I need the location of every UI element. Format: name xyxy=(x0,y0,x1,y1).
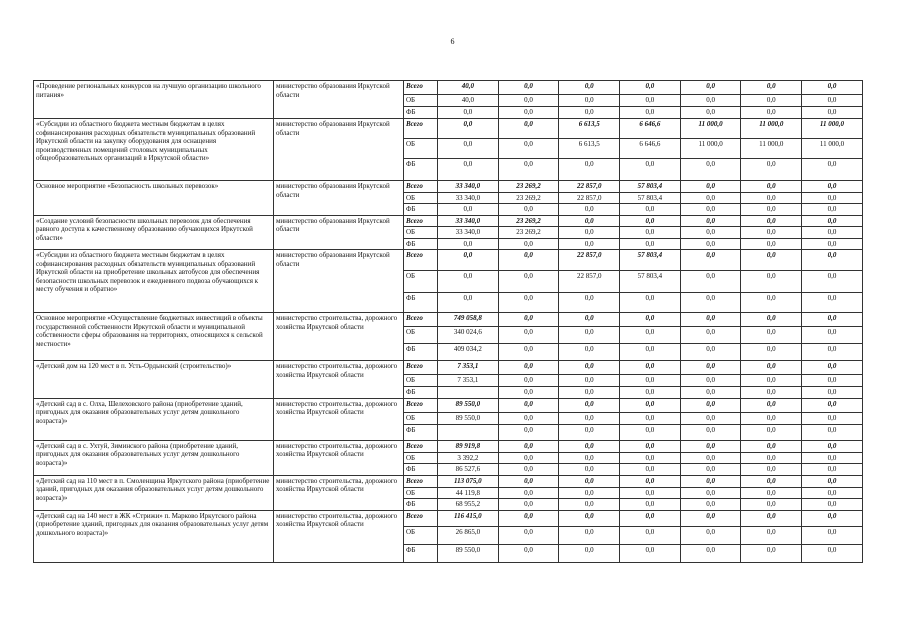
amount-cell: 0,0 xyxy=(802,440,863,452)
amount-cell: 0,0 xyxy=(498,327,559,344)
executor-cell: министерство строительства, дорожного хозяйства Иркутской области xyxy=(274,510,404,562)
amount-cell: 33 340,0 xyxy=(438,215,499,227)
executor-cell: министерство образования Иркутской области xyxy=(274,250,404,313)
amount-cell: 0,0 xyxy=(741,271,802,293)
amount-cell: 0,0 xyxy=(438,204,499,216)
amount-cell: 0,0 xyxy=(438,119,499,139)
amount-cell: 0,0 xyxy=(438,139,499,159)
amount-cell xyxy=(438,387,499,399)
amount-cell: 86 527,6 xyxy=(438,464,499,476)
amount-cell: 0,0 xyxy=(559,440,620,452)
amount-cell: 0,0 xyxy=(498,159,559,181)
amount-cell: 0,0 xyxy=(498,526,559,544)
amount-cell: 0,0 xyxy=(498,119,559,139)
amount-cell: 0,0 xyxy=(498,107,559,119)
amount-cell: 0,0 xyxy=(438,107,499,119)
amount-cell: 6 613,5 xyxy=(559,139,620,159)
amount-cell: 0,0 xyxy=(741,344,802,361)
funding-source-cell: ФБ xyxy=(404,238,438,250)
amount-cell: 0,0 xyxy=(438,271,499,293)
amount-cell: 0,0 xyxy=(802,238,863,250)
amount-cell: 409 034,2 xyxy=(438,344,499,361)
funding-source-cell: ОБ xyxy=(404,375,438,387)
amount-cell: 0,0 xyxy=(802,510,863,526)
amount-cell: 26 865,0 xyxy=(438,526,499,544)
funding-source-cell: Всего xyxy=(404,440,438,452)
amount-cell: 0,0 xyxy=(559,361,620,375)
amount-cell: 0,0 xyxy=(802,313,863,327)
amount-cell: 0,0 xyxy=(620,475,681,487)
amount-cell: 0,0 xyxy=(741,487,802,499)
amount-cell: 0,0 xyxy=(741,464,802,476)
amount-cell: 57 803,4 xyxy=(620,250,681,271)
amount-cell: 0,0 xyxy=(680,159,741,181)
amount-cell: 0,0 xyxy=(802,544,863,562)
funding-source-cell: ФБ xyxy=(404,204,438,216)
funding-source-cell: Всего xyxy=(404,361,438,375)
amount-cell: 0,0 xyxy=(802,181,863,193)
amount-cell: 0,0 xyxy=(741,424,802,440)
amount-cell: 6 613,5 xyxy=(559,119,620,139)
amount-cell: 0,0 xyxy=(559,204,620,216)
amount-cell: 0,0 xyxy=(498,412,559,424)
amount-cell: 11 000,0 xyxy=(802,119,863,139)
amount-cell: 0,0 xyxy=(680,412,741,424)
amount-cell: 0,0 xyxy=(680,526,741,544)
executor-cell: министерство образования Иркутской области xyxy=(274,215,404,250)
amount-cell: 0,0 xyxy=(741,81,802,95)
amount-cell: 0,0 xyxy=(498,424,559,440)
table-row xyxy=(34,181,863,193)
amount-cell: 3 392,2 xyxy=(438,452,499,464)
amount-cell: 0,0 xyxy=(559,387,620,399)
funding-source-cell: Всего xyxy=(404,181,438,193)
amount-cell: 0,0 xyxy=(559,375,620,387)
amount-cell: 0,0 xyxy=(498,544,559,562)
amount-cell: 113 075,0 xyxy=(438,475,499,487)
funding-source-cell: Всего xyxy=(404,313,438,327)
amount-cell: 0,0 xyxy=(680,544,741,562)
amount-cell: 0,0 xyxy=(680,344,741,361)
amount-cell: 0,0 xyxy=(620,440,681,452)
amount-cell: 0,0 xyxy=(559,452,620,464)
amount-cell: 0,0 xyxy=(802,361,863,375)
amount-cell: 0,0 xyxy=(559,544,620,562)
amount-cell: 0,0 xyxy=(559,227,620,239)
amount-cell: 0,0 xyxy=(741,192,802,204)
amount-cell: 0,0 xyxy=(680,293,741,313)
amount-cell: 0,0 xyxy=(802,250,863,271)
funding-source-cell: ОБ xyxy=(404,412,438,424)
amount-cell: 0,0 xyxy=(559,475,620,487)
amount-cell: 0,0 xyxy=(680,487,741,499)
funding-source-cell: ФБ xyxy=(404,464,438,476)
executor-cell: министерство строительства, дорожного хозяйства Иркутской области xyxy=(274,398,404,440)
funding-source-cell: Всего xyxy=(404,81,438,95)
amount-cell: 0,0 xyxy=(802,344,863,361)
amount-cell: 0,0 xyxy=(620,107,681,119)
amount-cell: 0,0 xyxy=(498,139,559,159)
amount-cell: 0,0 xyxy=(620,452,681,464)
amount-cell: 57 803,4 xyxy=(620,271,681,293)
funding-source-cell: ФБ xyxy=(404,344,438,361)
amount-cell: 0,0 xyxy=(620,227,681,239)
amount-cell: 0,0 xyxy=(802,215,863,227)
amount-cell: 0,0 xyxy=(741,398,802,412)
amount-cell: 0,0 xyxy=(802,107,863,119)
funding-source-cell: ОБ xyxy=(404,271,438,293)
amount-cell: 0,0 xyxy=(741,227,802,239)
amount-cell: 0,0 xyxy=(680,464,741,476)
funding-source-cell: ОБ xyxy=(404,139,438,159)
amount-cell: 0,0 xyxy=(741,499,802,511)
amount-cell: 0,0 xyxy=(680,440,741,452)
amount-cell: 0,0 xyxy=(620,526,681,544)
amount-cell: 0,0 xyxy=(680,192,741,204)
budget-table xyxy=(33,80,863,563)
amount-cell: 40,0 xyxy=(438,95,499,107)
amount-cell: 0,0 xyxy=(741,293,802,313)
table-row xyxy=(34,510,863,526)
executor-cell: министерство образования Иркутской области xyxy=(274,119,404,181)
amount-cell: 0,0 xyxy=(802,327,863,344)
amount-cell: 0,0 xyxy=(741,313,802,327)
amount-cell: 0,0 xyxy=(680,475,741,487)
amount-cell: 0,0 xyxy=(802,192,863,204)
amount-cell: 0,0 xyxy=(741,526,802,544)
amount-cell: 0,0 xyxy=(620,293,681,313)
amount-cell: 0,0 xyxy=(741,375,802,387)
amount-cell: 0,0 xyxy=(680,250,741,271)
amount-cell: 0,0 xyxy=(741,238,802,250)
amount-cell: 340 024,6 xyxy=(438,327,499,344)
amount-cell: 11 000,0 xyxy=(741,119,802,139)
amount-cell: 0,0 xyxy=(680,510,741,526)
amount-cell: 0,0 xyxy=(620,313,681,327)
amount-cell: 0,0 xyxy=(620,215,681,227)
amount-cell: 0,0 xyxy=(741,159,802,181)
amount-cell: 0,0 xyxy=(741,327,802,344)
amount-cell: 0,0 xyxy=(802,204,863,216)
amount-cell: 0,0 xyxy=(680,361,741,375)
amount-cell: 0,0 xyxy=(559,159,620,181)
amount-cell: 89 550,0 xyxy=(438,412,499,424)
amount-cell: 0,0 xyxy=(559,81,620,95)
amount-cell: 0,0 xyxy=(680,375,741,387)
funding-source-cell: ОБ xyxy=(404,227,438,239)
amount-cell: 0,0 xyxy=(680,424,741,440)
amount-cell: 0,0 xyxy=(741,215,802,227)
amount-cell: 44 119,8 xyxy=(438,487,499,499)
amount-cell: 0,0 xyxy=(620,398,681,412)
amount-cell: 0,0 xyxy=(620,424,681,440)
amount-cell: 89 919,8 xyxy=(438,440,499,452)
amount-cell: 0,0 xyxy=(438,250,499,271)
executor-cell: министерство строительства, дорожного хозяйства Иркутской области xyxy=(274,475,404,510)
amount-cell: 0,0 xyxy=(680,499,741,511)
funding-source-cell: ОБ xyxy=(404,452,438,464)
funding-source-cell: ФБ xyxy=(404,159,438,181)
amount-cell: 23 269,2 xyxy=(498,192,559,204)
table-row xyxy=(34,250,863,271)
executor-cell: министерство строительства, дорожного хозяйства Иркутской области xyxy=(274,313,404,361)
amount-cell: 0,0 xyxy=(741,452,802,464)
amount-cell: 23 269,2 xyxy=(498,181,559,193)
amount-cell: 0,0 xyxy=(498,238,559,250)
amount-cell: 0,0 xyxy=(620,361,681,375)
event-name-cell: «Проведение региональных конкурсов на лучшую организацию школьного питания» xyxy=(34,81,274,119)
amount-cell: 0,0 xyxy=(620,344,681,361)
event-name-cell: «Детский сад в с. Ухтуй, Зиминского района (приобретение зданий, пригодных для оказания образовательных услуг детям дошкольного возраста)» xyxy=(34,440,274,475)
amount-cell: 0,0 xyxy=(680,452,741,464)
amount-cell: 0,0 xyxy=(559,327,620,344)
amount-cell: 0,0 xyxy=(802,387,863,399)
amount-cell: 0,0 xyxy=(498,204,559,216)
amount-cell: 0,0 xyxy=(498,452,559,464)
executor-cell: министерство образования Иркутской области xyxy=(274,81,404,119)
amount-cell: 11 000,0 xyxy=(802,139,863,159)
amount-cell: 23 269,2 xyxy=(498,227,559,239)
amount-cell: 0,0 xyxy=(741,107,802,119)
amount-cell: 0,0 xyxy=(802,475,863,487)
funding-source-cell: ОБ xyxy=(404,526,438,544)
amount-cell: 0,0 xyxy=(498,375,559,387)
amount-cell: 0,0 xyxy=(620,499,681,511)
amount-cell: 68 955,2 xyxy=(438,499,499,511)
amount-cell: 0,0 xyxy=(741,544,802,562)
amount-cell: 0,0 xyxy=(498,464,559,476)
amount-cell: 0,0 xyxy=(559,398,620,412)
amount-cell: 0,0 xyxy=(802,271,863,293)
amount-cell: 0,0 xyxy=(620,387,681,399)
amount-cell: 11 000,0 xyxy=(680,139,741,159)
amount-cell: 0,0 xyxy=(741,475,802,487)
amount-cell: 0,0 xyxy=(680,204,741,216)
event-name-cell: «Детский дом на 120 мест в п. Усть-Ордынский (строительство)» xyxy=(34,361,274,399)
amount-cell: 0,0 xyxy=(620,159,681,181)
amount-cell: 0,0 xyxy=(802,452,863,464)
amount-cell: 0,0 xyxy=(680,81,741,95)
amount-cell: 0,0 xyxy=(498,81,559,95)
amount-cell: 0,0 xyxy=(559,313,620,327)
amount-cell: 57 803,4 xyxy=(620,192,681,204)
amount-cell: 0,0 xyxy=(680,387,741,399)
amount-cell: 6 646,6 xyxy=(620,139,681,159)
amount-cell: 22 857,0 xyxy=(559,271,620,293)
table-row xyxy=(34,475,863,487)
amount-cell: 0,0 xyxy=(498,487,559,499)
amount-cell: 7 353,1 xyxy=(438,375,499,387)
amount-cell: 22 857,0 xyxy=(559,181,620,193)
event-name-cell: «Детский сад на 140 мест в ЖК «Стрижи» п. Марково Иркутского района (приобретение зданий, пригодных для оказания образовательных услуг детям дошкольного возраста)» xyxy=(34,510,274,562)
funding-source-cell: ОБ xyxy=(404,95,438,107)
amount-cell: 0,0 xyxy=(680,227,741,239)
amount-cell: 0,0 xyxy=(741,361,802,375)
table-row xyxy=(34,119,863,139)
amount-cell: 0,0 xyxy=(620,412,681,424)
amount-cell: 0,0 xyxy=(680,95,741,107)
amount-cell: 0,0 xyxy=(498,387,559,399)
amount-cell: 0,0 xyxy=(802,95,863,107)
funding-source-cell: Всего xyxy=(404,250,438,271)
table-row xyxy=(34,361,863,375)
event-name-cell: «Создание условий безопасности школьных перевозок для обеспечения равного доступа к качественному образованию обучающихся Иркутской области» xyxy=(34,215,274,250)
funding-source-cell: ФБ xyxy=(404,107,438,119)
amount-cell: 0,0 xyxy=(741,412,802,424)
amount-cell: 0,0 xyxy=(680,238,741,250)
amount-cell: 0,0 xyxy=(498,510,559,526)
amount-cell: 33 340,0 xyxy=(438,181,499,193)
amount-cell: 0,0 xyxy=(802,412,863,424)
amount-cell: 0,0 xyxy=(559,499,620,511)
amount-cell: 0,0 xyxy=(559,293,620,313)
amount-cell: 6 646,6 xyxy=(620,119,681,139)
amount-cell: 0,0 xyxy=(741,204,802,216)
amount-cell: 22 857,0 xyxy=(559,250,620,271)
amount-cell: 0,0 xyxy=(802,293,863,313)
amount-cell: 0,0 xyxy=(438,159,499,181)
table-row xyxy=(34,440,863,452)
amount-cell: 0,0 xyxy=(802,227,863,239)
amount-cell: 0,0 xyxy=(620,544,681,562)
amount-cell: 0,0 xyxy=(438,238,499,250)
amount-cell: 0,0 xyxy=(741,510,802,526)
executor-cell: министерство строительства, дорожного хозяйства Иркутской области xyxy=(274,361,404,399)
amount-cell: 0,0 xyxy=(802,81,863,95)
amount-cell: 0,0 xyxy=(802,424,863,440)
amount-cell: 7 353,1 xyxy=(438,361,499,375)
executor-cell: министерство образования Иркутской области xyxy=(274,181,404,216)
amount-cell: 0,0 xyxy=(741,95,802,107)
event-name-cell: Основное мероприятие «Осуществление бюджетных инвестиций в объекты государственной собственности Иркутской области и муниципальной собственности сферы образования на территориях, относящихся к сельской местности» xyxy=(34,313,274,361)
amount-cell: 0,0 xyxy=(680,313,741,327)
amount-cell: 0,0 xyxy=(559,526,620,544)
amount-cell: 0,0 xyxy=(680,271,741,293)
amount-cell: 0,0 xyxy=(802,464,863,476)
table-row xyxy=(34,313,863,327)
funding-source-cell: Всего xyxy=(404,475,438,487)
amount-cell: 0,0 xyxy=(498,313,559,327)
amount-cell: 0,0 xyxy=(559,424,620,440)
event-name-cell: Основное мероприятие «Безопасность школьных перевозок» xyxy=(34,181,274,216)
amount-cell: 0,0 xyxy=(498,499,559,511)
amount-cell: 22 857,0 xyxy=(559,192,620,204)
event-name-cell: «Детский сад на 110 мест в п. Смоленщина Иркутского района (приобретение зданий, пригодных для оказания образовательных услуг детям дошкольного возраста)» xyxy=(34,475,274,510)
amount-cell: 0,0 xyxy=(559,107,620,119)
amount-cell: 0,0 xyxy=(802,487,863,499)
amount-cell: 0,0 xyxy=(741,250,802,271)
table-row xyxy=(34,81,863,95)
amount-cell: 57 803,4 xyxy=(620,181,681,193)
amount-cell: 11 000,0 xyxy=(741,139,802,159)
amount-cell: 0,0 xyxy=(559,238,620,250)
amount-cell: 0,0 xyxy=(680,327,741,344)
amount-cell: 0,0 xyxy=(802,159,863,181)
amount-cell: 33 340,0 xyxy=(438,227,499,239)
amount-cell: 0,0 xyxy=(498,398,559,412)
funding-source-cell: ФБ xyxy=(404,544,438,562)
amount-cell: 0,0 xyxy=(620,81,681,95)
amount-cell: 0,0 xyxy=(559,215,620,227)
event-name-cell: «Субсидии из областного бюджета местным бюджетам в целях софинансирования расходных обязательств муниципальных образований Иркутской области на закупку оборудования для оснащения производственных помещений столовых муниципальных общеобразовательных организаций в Иркутской области» xyxy=(34,119,274,181)
amount-cell: 0,0 xyxy=(498,361,559,375)
amount-cell: 0,0 xyxy=(498,250,559,271)
funding-source-cell: ФБ xyxy=(404,387,438,399)
amount-cell: 0,0 xyxy=(680,215,741,227)
event-name-cell: «Субсидии из областного бюджета местным бюджетам в целях софинансирования расходных обязательств муниципальных образований Иркутской области на приобретение школьных автобусов для обеспечения безопасности школьных перевозок и ежедневного подвоза обучающихся к месту обучения и обратно» xyxy=(34,250,274,313)
amount-cell: 33 340,0 xyxy=(438,192,499,204)
amount-cell: 0,0 xyxy=(559,344,620,361)
amount-cell: 0,0 xyxy=(620,510,681,526)
amount-cell: 0,0 xyxy=(802,526,863,544)
amount-cell: 0,0 xyxy=(741,181,802,193)
funding-source-cell: ОБ xyxy=(404,192,438,204)
table-row xyxy=(34,215,863,227)
funding-source-cell: ОБ xyxy=(404,487,438,499)
funding-source-cell: ФБ xyxy=(404,424,438,440)
amount-cell: 0,0 xyxy=(498,344,559,361)
amount-cell: 0,0 xyxy=(498,95,559,107)
amount-cell: 0,0 xyxy=(680,398,741,412)
amount-cell: 0,0 xyxy=(559,412,620,424)
amount-cell: 89 550,0 xyxy=(438,398,499,412)
amount-cell: 40,0 xyxy=(438,81,499,95)
amount-cell: 23 269,2 xyxy=(498,215,559,227)
amount-cell: 0,0 xyxy=(620,464,681,476)
executor-cell: министерство строительства, дорожного хозяйства Иркутской области xyxy=(274,440,404,475)
amount-cell: 0,0 xyxy=(741,440,802,452)
funding-source-cell: ФБ xyxy=(404,293,438,313)
amount-cell: 0,0 xyxy=(498,475,559,487)
amount-cell xyxy=(438,424,499,440)
event-name-cell: «Детский сад в с. Олха, Шелеховского района (приобретение зданий, пригодных для оказания образовательных услуг детям дошкольного возраста)» xyxy=(34,398,274,440)
table-row xyxy=(34,398,863,412)
page-number: 6 xyxy=(450,37,455,46)
amount-cell: 0,0 xyxy=(802,375,863,387)
amount-cell: 0,0 xyxy=(559,510,620,526)
amount-cell: 0,0 xyxy=(620,95,681,107)
funding-source-cell: Всего xyxy=(404,215,438,227)
amount-cell: 0,0 xyxy=(438,293,499,313)
amount-cell: 0,0 xyxy=(498,293,559,313)
amount-cell: 0,0 xyxy=(620,487,681,499)
amount-cell: 0,0 xyxy=(741,387,802,399)
amount-cell: 0,0 xyxy=(620,375,681,387)
amount-cell: 0,0 xyxy=(498,271,559,293)
amount-cell: 89 550,0 xyxy=(438,544,499,562)
amount-cell: 749 058,8 xyxy=(438,313,499,327)
amount-cell: 11 000,0 xyxy=(680,119,741,139)
funding-source-cell: Всего xyxy=(404,398,438,412)
amount-cell: 0,0 xyxy=(559,464,620,476)
amount-cell: 116 415,0 xyxy=(438,510,499,526)
amount-cell: 0,0 xyxy=(680,181,741,193)
funding-source-cell: ФБ xyxy=(404,499,438,511)
amount-cell: 0,0 xyxy=(680,107,741,119)
funding-source-cell: ОБ xyxy=(404,327,438,344)
funding-source-cell: Всего xyxy=(404,119,438,139)
amount-cell: 0,0 xyxy=(559,95,620,107)
funding-source-cell: Всего xyxy=(404,510,438,526)
amount-cell: 0,0 xyxy=(620,238,681,250)
amount-cell: 0,0 xyxy=(620,204,681,216)
amount-cell: 0,0 xyxy=(559,487,620,499)
amount-cell: 0,0 xyxy=(802,499,863,511)
amount-cell: 0,0 xyxy=(498,440,559,452)
amount-cell: 0,0 xyxy=(620,327,681,344)
amount-cell: 0,0 xyxy=(802,398,863,412)
